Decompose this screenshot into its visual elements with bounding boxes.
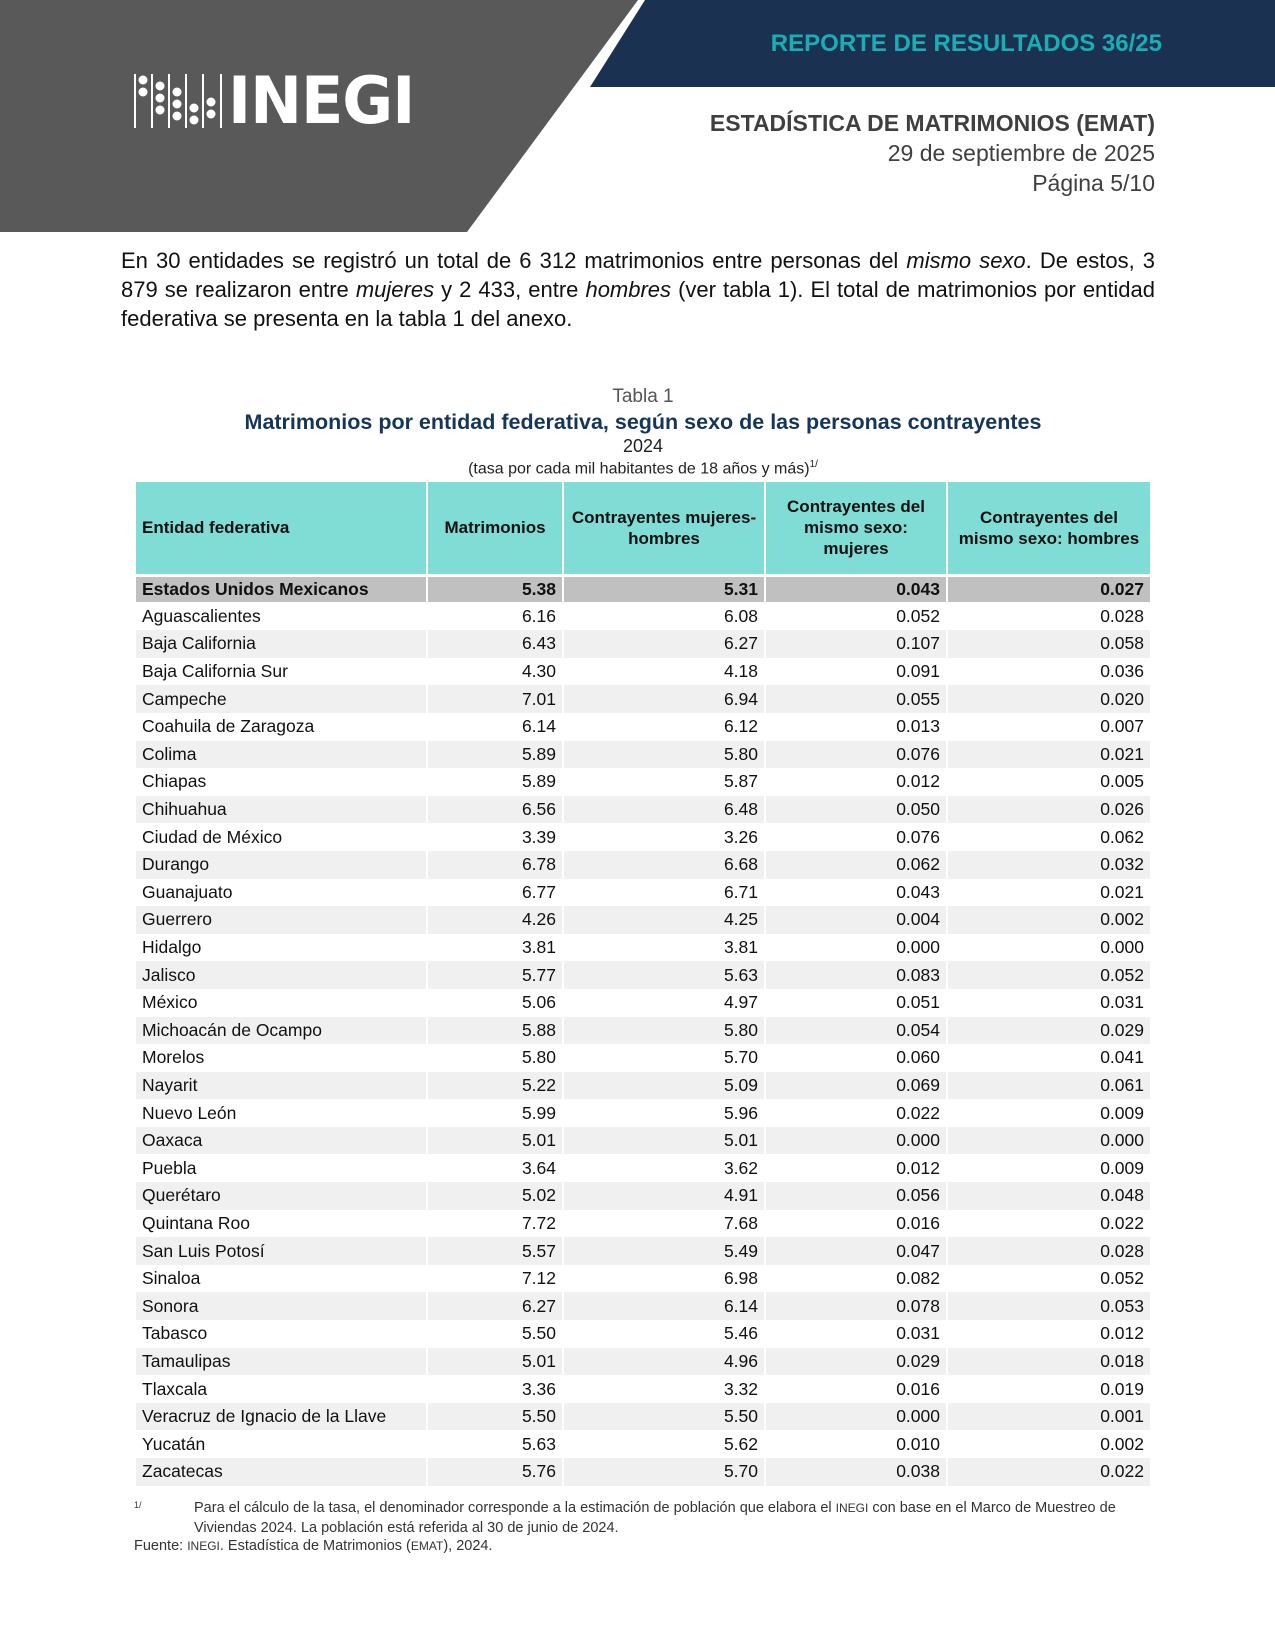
cell-entity: Oaxaca [136, 1127, 427, 1155]
table-row [136, 603, 1150, 631]
cell-value: 6.08 [563, 603, 765, 631]
cell-value: 0.058 [947, 630, 1150, 658]
cell-value: 6.27 [427, 1292, 563, 1320]
cell-value: 0.062 [1100, 826, 1144, 847]
cell-entity: Quintana Roo [136, 1210, 427, 1238]
cell-value: 5.50 [563, 1403, 765, 1431]
cell-value: 5.80 [563, 1017, 765, 1045]
cell-value: 0.050 [765, 796, 947, 824]
cell-entity: Tamaulipas [136, 1348, 427, 1376]
cell-entity: Guanajuato [136, 879, 427, 907]
cell-value: 0.052 [1100, 1268, 1144, 1289]
cell-value: 0.083 [765, 961, 947, 989]
table-row-total [136, 575, 1150, 603]
cell-value: 0.004 [765, 906, 947, 934]
cell-value: 6.14 [563, 1292, 765, 1320]
column-header: Contrayentes mujeres-hombres [563, 482, 765, 575]
intro-text: y 2 433, entre [434, 277, 586, 302]
cell-value: 0.062 [765, 851, 947, 879]
table-row [136, 1430, 1150, 1458]
cell-value: 5.87 [563, 768, 765, 796]
footnote-mark: 1/ [134, 1500, 142, 1510]
cell-value: 5.80 [427, 1044, 563, 1072]
cell-value: 5.09 [563, 1072, 765, 1100]
table-row [136, 1127, 1150, 1155]
cell-value: 5.46 [563, 1320, 765, 1348]
cell-value: 0.036 [1100, 661, 1144, 682]
cell-entity: Nayarit [136, 1072, 427, 1100]
cell-value: 0.076 [765, 741, 947, 769]
cell-value: 0.022 [1100, 1212, 1144, 1233]
cell-entity: San Luis Potosí [136, 1237, 427, 1265]
intro-emphasis: mujeres [355, 277, 435, 302]
cell-entity: Durango [136, 851, 427, 879]
cell-value: 0.032 [947, 851, 1150, 879]
cell-value: 0.082 [765, 1265, 947, 1293]
table-row [136, 1182, 1150, 1210]
cell-entity: Tabasco [136, 1320, 427, 1348]
cell-entity: México [136, 989, 427, 1017]
cell-value: 0.012 [1100, 1323, 1144, 1344]
cell-value: 3.32 [563, 1375, 765, 1403]
cell-value: 0.048 [947, 1182, 1150, 1210]
cell-value: 0.000 [765, 934, 947, 962]
cell-value: 0.012 [765, 768, 947, 796]
inegi-dots-icon [134, 74, 222, 128]
table-row [136, 961, 1150, 989]
table-row [136, 1044, 1150, 1072]
cell-value: 4.91 [563, 1182, 765, 1210]
cell-value: 0.001 [947, 1403, 1150, 1431]
cell-value: 3.62 [563, 1154, 765, 1182]
table-row [136, 823, 1150, 851]
cell-value: 5.01 [427, 1127, 563, 1155]
cell-value: 0.022 [765, 1099, 947, 1127]
cell-value: 7.72 [427, 1210, 563, 1238]
cell-value: 5.89 [427, 741, 563, 769]
cell-value: 0.000 [1100, 937, 1144, 958]
cell-value: 5.99 [427, 1099, 563, 1127]
table-year: 2024 [622, 436, 664, 456]
cell-value: 0.052 [947, 961, 1150, 989]
cell-value: 6.48 [563, 796, 765, 824]
cell-value: 5.70 [563, 1458, 765, 1486]
table-number: Tabla 1 [612, 386, 674, 407]
org-name: INEGI [228, 62, 415, 139]
cell-value: 0.054 [765, 1017, 947, 1045]
column-header: Entidad federativa [136, 482, 427, 575]
table-row [136, 1265, 1150, 1293]
cell-value: 0.009 [1100, 1102, 1144, 1123]
inegi-logo [134, 62, 415, 139]
cell-value: 5.50 [427, 1320, 563, 1348]
table-row [136, 1375, 1150, 1403]
cell-entity: Michoacán de Ocampo [136, 1017, 427, 1045]
cell-value: 0.107 [765, 630, 947, 658]
cell-value: 5.57 [427, 1237, 563, 1265]
cell-value: 4.97 [563, 989, 765, 1017]
cell-value: 5.22 [427, 1072, 563, 1100]
cell-value: 3.36 [427, 1375, 563, 1403]
cell-value: 5.38 [427, 575, 563, 603]
cell-value: 6.14 [427, 713, 563, 741]
cell-value: 0.002 [1100, 1433, 1144, 1454]
cell-value: 0.018 [947, 1348, 1150, 1376]
footnote-org: INEGI [835, 1501, 869, 1515]
cell-value: 0.021 [1100, 881, 1144, 902]
cell-entity: Chiapas [136, 768, 427, 796]
cell-value: 5.31 [563, 575, 765, 603]
cell-value: 5.89 [427, 768, 563, 796]
footnote-text [194, 1498, 1154, 1538]
cell-value: 4.30 [427, 658, 563, 686]
cell-entity: Coahuila de Zaragoza [136, 713, 427, 741]
cell-entity: Aguascalientes [136, 603, 427, 631]
cell-value: 5.76 [427, 1458, 563, 1486]
cell-value: 7.01 [427, 685, 563, 713]
table-row [136, 989, 1150, 1017]
cell-value: 0.016 [765, 1375, 947, 1403]
source-abbr: EMAT [410, 1539, 444, 1553]
cell-value: 5.70 [563, 1044, 765, 1072]
cell-value: 0.009 [1100, 1157, 1144, 1178]
cell-value: 0.053 [947, 1292, 1150, 1320]
cell-value: 0.055 [765, 685, 947, 713]
cell-value: 0.007 [1100, 716, 1144, 737]
table-row [136, 1458, 1150, 1486]
cell-entity: Estados Unidos Mexicanos [136, 575, 427, 603]
intro-emphasis: hombres [585, 277, 672, 302]
cell-value: 4.26 [427, 906, 563, 934]
cell-entity: Ciudad de México [136, 823, 427, 851]
cell-value: 0.043 [765, 879, 947, 907]
cell-value: 0.002 [947, 906, 1150, 934]
cell-value: 0.026 [947, 796, 1150, 824]
table-row [136, 685, 1150, 713]
cell-entity: Querétaro [136, 1182, 427, 1210]
table-row [136, 1403, 1150, 1431]
intro-emphasis: mismo sexo [906, 248, 1026, 273]
cell-value: 0.041 [1100, 1047, 1144, 1068]
cell-value: 0.021 [947, 741, 1150, 769]
intro-text: En 30 entidades se registró un total de 6 312 matrimonios entre personas del [121, 248, 907, 273]
cell-entity: Sinaloa [136, 1265, 427, 1293]
cell-value: 0.029 [765, 1348, 947, 1376]
cell-value: 0.027 [947, 575, 1150, 603]
column-header: Contrayentes del mismo sexo: hombres [947, 482, 1150, 575]
cell-entity: Hidalgo [136, 934, 427, 962]
cell-value: 0.031 [765, 1320, 947, 1348]
cell-value: 0.056 [765, 1182, 947, 1210]
cell-entity: Campeche [136, 685, 427, 713]
cell-value: 0.028 [1100, 606, 1144, 627]
report-label: REPORTE DE RESULTADOS 36/25 [770, 30, 1162, 57]
cell-value: 0.069 [765, 1072, 947, 1100]
cell-entity: Jalisco [136, 961, 427, 989]
cell-value: 0.000 [765, 1403, 947, 1431]
document-title: ESTADÍSTICA DE MATRIMONIOS (EMAT) [709, 110, 1155, 136]
cell-value: 3.39 [427, 823, 563, 851]
cell-entity: Morelos [136, 1044, 427, 1072]
cell-value: 5.06 [427, 989, 563, 1017]
cell-value: 6.27 [563, 630, 765, 658]
document-meta [710, 108, 1155, 198]
cell-value: 6.98 [563, 1265, 765, 1293]
table-row [136, 879, 1150, 907]
source-org: INEGI [187, 1539, 220, 1553]
cell-value: 3.81 [427, 934, 563, 962]
source-text: . Estadística de Matrimonios ( [219, 1538, 411, 1554]
cell-value: 6.68 [563, 851, 765, 879]
cell-value: 0.078 [765, 1292, 947, 1320]
cell-value: 0.031 [1100, 992, 1144, 1013]
intro-paragraph [121, 246, 1155, 333]
table-row [136, 1017, 1150, 1045]
cell-value: 5.49 [563, 1237, 765, 1265]
cell-entity: Yucatán [136, 1430, 427, 1458]
cell-value: 4.18 [563, 658, 765, 686]
cell-value: 6.78 [427, 851, 563, 879]
cell-entity: Colima [136, 741, 427, 769]
cell-value: 3.26 [563, 823, 765, 851]
cell-value: 5.63 [427, 1430, 563, 1458]
cell-entity: Veracruz de Ignacio de la Llave [136, 1403, 427, 1431]
table-row [136, 658, 1150, 686]
page-number: Página 5/10 [1032, 170, 1155, 196]
table-row [136, 796, 1150, 824]
cell-entity: Baja California Sur [136, 658, 427, 686]
column-header: Matrimonios [427, 482, 563, 575]
cell-entity: Sonora [136, 1292, 427, 1320]
table-row [136, 934, 1150, 962]
cell-value: 0.016 [765, 1210, 947, 1238]
unit-text: (tasa por cada mil habitantes de 18 años y más) [468, 460, 810, 478]
cell-value: 0.013 [765, 713, 947, 741]
source-note [134, 1538, 493, 1554]
cell-value: 5.01 [427, 1348, 563, 1376]
cell-value: 0.076 [765, 823, 947, 851]
intro-text: (ver tabla 1). El total de matrimonios por entidad federativa se presenta en la tabla 1 del anexo. [121, 277, 1156, 331]
cell-value: 6.94 [563, 685, 765, 713]
cell-value: 5.80 [563, 741, 765, 769]
cell-value: 5.88 [427, 1017, 563, 1045]
cell-value: 0.000 [947, 1127, 1150, 1155]
table-title: Matrimonios por entidad federativa, según sexo de las personas contrayentes [244, 410, 1042, 434]
table-row [136, 1154, 1150, 1182]
table-row [136, 906, 1150, 934]
cell-value: 0.029 [947, 1017, 1150, 1045]
table-row [136, 1320, 1150, 1348]
cell-value: 6.71 [563, 879, 765, 907]
cell-entity: Zacatecas [136, 1458, 427, 1486]
cell-value: 0.022 [947, 1458, 1150, 1486]
table-row [136, 1292, 1150, 1320]
cell-value: 5.02 [427, 1182, 563, 1210]
table-row [136, 741, 1150, 769]
column-header: Contrayentes del mismo sexo: mujeres [765, 482, 947, 575]
cell-value: 0.038 [765, 1458, 947, 1486]
cell-value: 0.043 [765, 575, 947, 603]
cell-value: 0.010 [765, 1430, 947, 1458]
cell-value: 5.96 [563, 1099, 765, 1127]
cell-value: 0.060 [765, 1044, 947, 1072]
table-row [136, 630, 1150, 658]
cell-value: 3.81 [563, 934, 765, 962]
cell-value: 7.12 [427, 1265, 563, 1293]
source-text: ), 2024. [443, 1538, 493, 1554]
cell-entity: Nuevo León [136, 1099, 427, 1127]
footnote-part: con base en el Marco de Muestreo de Viviendas 2024. La población está referida al 30 de junio de 2024. [194, 1500, 1116, 1536]
cell-value: 0.051 [765, 989, 947, 1017]
cell-value: 0.019 [1100, 1378, 1144, 1399]
cell-value: 6.16 [427, 603, 563, 631]
cell-value: 5.77 [427, 961, 563, 989]
intro-text: . De estos, 3 879 se realizaron entre [121, 248, 1155, 302]
table-row [136, 1072, 1150, 1100]
table-unit [136, 459, 1150, 478]
cell-value: 5.01 [563, 1127, 765, 1155]
table-row [136, 1210, 1150, 1238]
table-row [136, 713, 1150, 741]
cell-entity: Tlaxcala [136, 1375, 427, 1403]
cell-value: 0.005 [1100, 771, 1144, 792]
cell-value: 4.96 [563, 1348, 765, 1376]
marriages-table [136, 482, 1150, 1486]
cell-value: 6.43 [427, 630, 563, 658]
cell-value: 0.000 [765, 1127, 947, 1155]
cell-value: 0.061 [947, 1072, 1150, 1100]
cell-entity: Puebla [136, 1154, 427, 1182]
cell-entity: Baja California [136, 630, 427, 658]
cell-value: 6.56 [427, 796, 563, 824]
cell-value: 5.63 [563, 961, 765, 989]
cell-value: 6.77 [427, 879, 563, 907]
table-row [136, 851, 1150, 879]
cell-value: 4.25 [563, 906, 765, 934]
table-row [136, 768, 1150, 796]
cell-value: 0.028 [947, 1237, 1150, 1265]
table-row [136, 1237, 1150, 1265]
cell-entity: Chihuahua [136, 796, 427, 824]
cell-value: 0.052 [765, 603, 947, 631]
cell-value: 0.020 [947, 685, 1150, 713]
cell-value: 5.50 [427, 1403, 563, 1431]
table-row [136, 1099, 1150, 1127]
cell-value: 5.62 [563, 1430, 765, 1458]
footnote-ref: 1/ [809, 459, 818, 470]
source-label: Fuente: [134, 1538, 188, 1554]
footnote-part: Para el cálculo de la tasa, el denominador corresponde a la estimación de población que elabora el [194, 1500, 836, 1516]
cell-entity: Guerrero [136, 906, 427, 934]
table-header-row [136, 482, 1150, 575]
cell-value: 0.091 [765, 658, 947, 686]
footnote [134, 1498, 1154, 1538]
cell-value: 7.68 [563, 1210, 765, 1238]
table-row [136, 1348, 1150, 1376]
cell-value: 3.64 [427, 1154, 563, 1182]
cell-value: 0.012 [765, 1154, 947, 1182]
document-date: 29 de septiembre de 2025 [887, 140, 1155, 166]
cell-value: 0.047 [765, 1237, 947, 1265]
cell-value: 6.12 [563, 713, 765, 741]
